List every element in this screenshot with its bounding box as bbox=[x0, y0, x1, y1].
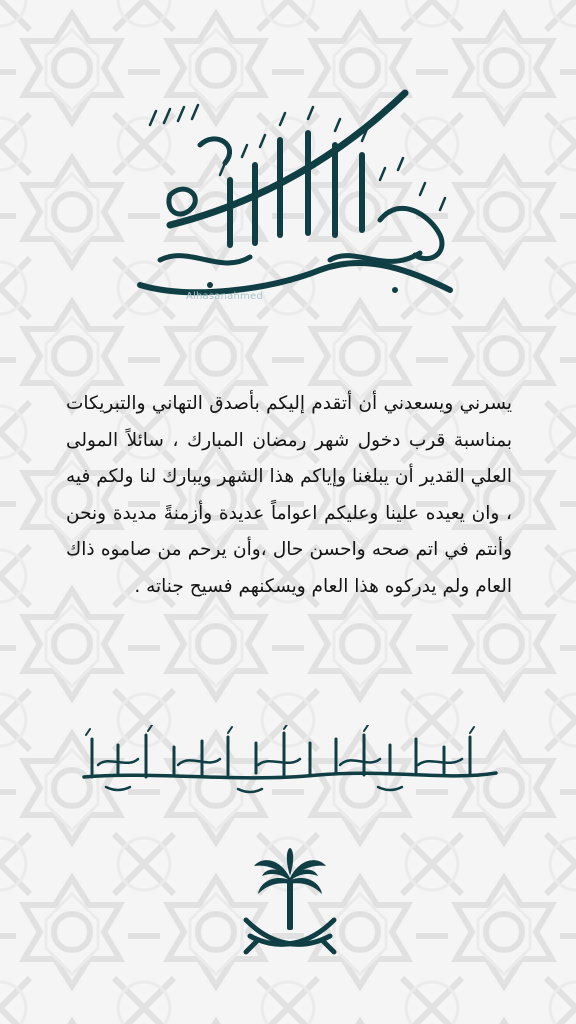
header-calligraphy-logo bbox=[130, 85, 470, 305]
watermark-text: Alhasanahmed bbox=[186, 291, 263, 302]
greeting-message: يسرني ويسعدني أن أتقدم إليكم بأصدق التهاني والتبريكات بمناسبة قرب دخول شهر رمضان المبارك ، سائلاً المولى العلي القدير أن يبلغنا وإياكم هذا الشهر ويبارك لنا ولكم فيه ، وان يعيده علينا وعليكم اعواماً عديدة وأزمنةً مديدة ونحن وأنتم في اتم صحه واحسن حال ،وأن يرحم من صاموه ذاك العام ولم يدركوه هذا العام ويسكنهم فسيح جناته . bbox=[66, 393, 512, 597]
palm-swords-emblem-icon bbox=[240, 848, 340, 964]
footer-calligraphy-phrase bbox=[78, 725, 502, 795]
